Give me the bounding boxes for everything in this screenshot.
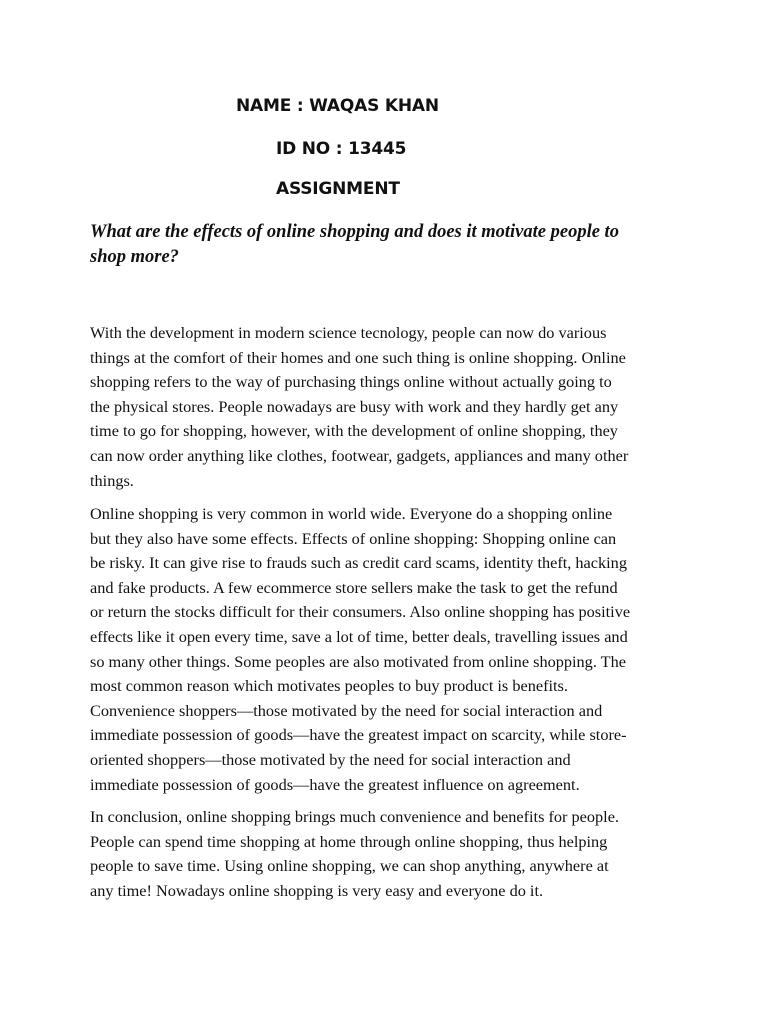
paragraph-line: any time! Nowadays online shopping is very easy and everyone do it. xyxy=(90,880,544,900)
paragraph-line: With the development in modern science tecnology, people can now do various xyxy=(90,323,607,342)
paragraph-line: time to go for shopping, however, with the development of online shopping, they xyxy=(90,421,618,441)
paragraph-line: Convenience shoppers—those motivated by the need for social interaction and xyxy=(90,700,603,720)
paragraph-line: immediate possession of goods—have the greatest influence on agreement. xyxy=(90,774,580,794)
paragraph-line: so many other things. Some peoples are also motivated from online shopping. The xyxy=(90,651,626,671)
paragraph-line: be risky. It can give rise to frauds such as credit card scams, identity theft, hacking xyxy=(90,553,627,573)
introduction-paragraph xyxy=(90,321,680,493)
assignment-heading: ASSIGNMENT xyxy=(276,179,400,199)
question-line: shop more? xyxy=(90,247,179,267)
paragraph-line: but they also have some effects. Effects of online shopping: Shopping online can xyxy=(90,528,617,548)
conclusion-paragraph xyxy=(90,805,680,903)
paragraph-line: most common reason which motivates peoples to buy product is benefits. xyxy=(90,676,568,696)
paragraph-line: immediate possession of goods—have the greatest impact on scarcity, while store- xyxy=(90,725,627,745)
paragraph-line: People can spend time shopping at home through online shopping, thus helping xyxy=(90,831,608,851)
paragraph-line: effects like it open every time, save a lot of time, better deals, travelling issues and xyxy=(90,626,628,646)
student-name-heading: NAME : WAQAS KHAN xyxy=(236,96,439,116)
assignment-question xyxy=(90,220,690,270)
paragraph-line: In conclusion, online shopping brings much convenience and benefits for people. xyxy=(90,807,620,826)
paragraph-line: oriented shoppers—those motivated by the need for social interaction and xyxy=(90,749,571,769)
paragraph-line: Online shopping is very common in world wide. Everyone do a shopping online xyxy=(90,504,613,523)
question-line: What are the effects of online shopping and does it motivate people to xyxy=(90,222,619,242)
student-id-heading: ID NO : 13445 xyxy=(276,139,407,159)
paragraph-line: things. xyxy=(90,470,134,490)
paragraph-line: things at the comfort of their homes and one such thing is online shopping. Online xyxy=(90,347,626,367)
paragraph-line: and fake products. A few ecommerce store sellers make the task to get the refund xyxy=(90,577,618,597)
body-paragraph xyxy=(90,502,680,797)
paragraph-line: the physical stores. People nowadays are busy with work and they hardly get any xyxy=(90,396,619,416)
paragraph-line: can now order anything like clothes, footwear, gadgets, appliances and many other xyxy=(90,445,629,465)
paragraph-line: people to save time. Using online shopping, we can shop anything, anywhere at xyxy=(90,856,609,876)
paragraph-line: shopping refers to the way of purchasing things online without actually going to xyxy=(90,372,612,392)
paragraph-line: or return the stocks difficult for their consumers. Also online shopping has positive xyxy=(90,602,631,622)
